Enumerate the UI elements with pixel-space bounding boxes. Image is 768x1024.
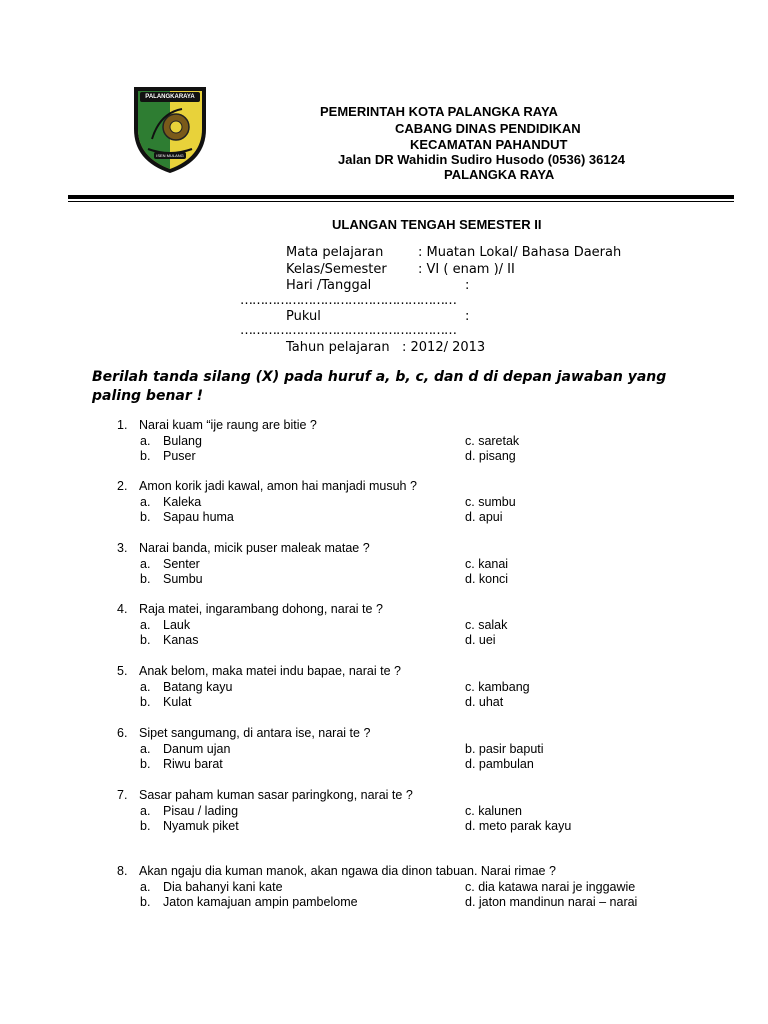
question-2 — [0, 479, 768, 527]
question-stem: Narai kuam “ije raung are bitie ? — [139, 418, 317, 432]
option-b-label: b. — [140, 449, 151, 463]
instructions: Berilah tanda silang (X) pada huruf a, b, c, dan d di depan jawaban yang paling benar ! — [92, 369, 667, 404]
question-stem: Raja matei, ingarambang dohong, narai te ? — [139, 602, 383, 616]
question-number: 5. — [117, 664, 128, 678]
option-c: b. pasir baputi — [465, 742, 544, 756]
option-a-label: a. — [140, 618, 151, 632]
option-d: d. pambulan — [465, 757, 534, 771]
option-c: c. dia katawa narai je inggawie — [465, 880, 636, 894]
option-b-label: b. — [140, 819, 151, 833]
option-b-label: b. — [140, 633, 151, 647]
question-1 — [0, 418, 768, 466]
logo-text-bottom: ISEN MULANG — [156, 153, 184, 158]
option-a-label: a. — [140, 742, 151, 756]
logo-text-top: PALANGKARAYA — [145, 94, 195, 100]
option-d: d. uhat — [465, 695, 504, 709]
question-7 — [0, 788, 768, 836]
letterhead-divider-thick — [68, 195, 734, 199]
letterhead-line-4: Jalan DR Wahidin Sudiro Husodo (0536) 36124 — [338, 152, 626, 167]
question-stem: Narai banda, micik puser maleak matae ? — [139, 541, 370, 555]
option-a: Danum ujan — [163, 742, 231, 756]
question-number: 2. — [117, 479, 128, 493]
question-number: 1. — [117, 418, 128, 432]
option-b: Jaton kamajuan ampin pambelome — [163, 895, 358, 909]
question-number: 8. — [117, 864, 128, 878]
option-d: d. apui — [465, 510, 503, 524]
option-b: Sumbu — [163, 572, 203, 586]
option-d: d. meto parak kayu — [465, 819, 572, 833]
question-6 — [0, 726, 768, 774]
time-colon: : — [465, 309, 470, 324]
option-a: Bulang — [163, 434, 202, 448]
class-value: : VI ( enam )/ II — [418, 262, 515, 277]
option-a: Kaleka — [163, 495, 202, 509]
exam-title: ULANGAN TENGAH SEMESTER II — [332, 217, 542, 232]
date-label: Hari /Tanggal — [286, 278, 372, 293]
option-c: c. kanai — [465, 557, 509, 571]
option-a-label: a. — [140, 880, 151, 894]
option-a-label: a. — [140, 557, 151, 571]
question-number: 6. — [117, 726, 128, 740]
option-b: Nyamuk piket — [163, 819, 239, 833]
question-stem: Anak belom, maka matei indu bapae, narai te ? — [139, 664, 401, 678]
subject-label: Mata pelajaran — [286, 245, 384, 260]
question-3 — [0, 541, 768, 589]
option-b-label: b. — [140, 895, 151, 909]
option-c: c. sumbu — [465, 495, 516, 509]
letterhead-line-2: CABANG DINAS PENDIDIKAN — [395, 121, 581, 136]
option-a-label: a. — [140, 680, 151, 694]
option-a: Batang kayu — [163, 680, 233, 694]
question-number: 4. — [117, 602, 128, 616]
option-c: c. kambang — [465, 680, 530, 694]
option-b: Kanas — [163, 633, 199, 647]
letterhead-line-3: KECAMATAN PAHANDUT — [410, 137, 568, 152]
option-a: Lauk — [163, 618, 191, 632]
option-b-label: b. — [140, 510, 151, 524]
option-c: c. kalunen — [465, 804, 522, 818]
option-d: d. uei — [465, 633, 496, 647]
option-b-label: b. — [140, 757, 151, 771]
letterhead-divider-thin — [68, 201, 734, 202]
option-b: Sapau huma — [163, 510, 234, 524]
option-a-label: a. — [140, 804, 151, 818]
question-stem: Akan ngaju dia kuman manok, akan ngawa dia dinon tabuan. Narai rimae ? — [139, 864, 556, 878]
question-stem: Amon korik jadi kawal, amon hai manjadi musuh ? — [139, 479, 417, 493]
option-a-label: a. — [140, 495, 151, 509]
letterhead-line-5: PALANGKA RAYA — [444, 167, 555, 182]
time-label: Pukul — [286, 309, 321, 324]
option-c: c. saretak — [465, 434, 520, 448]
option-b: Kulat — [163, 695, 192, 709]
option-b-label: b. — [140, 695, 151, 709]
option-a: Pisau / lading — [163, 804, 239, 818]
year-value: : 2012/ 2013 — [402, 340, 486, 355]
option-d: d. konci — [465, 572, 509, 586]
option-c: c. salak — [465, 618, 508, 632]
question-5 — [0, 664, 768, 712]
option-b: Riwu barat — [163, 757, 223, 771]
option-b: Puser — [163, 449, 196, 463]
option-a-label: a. — [140, 434, 151, 448]
option-d: d. pisang — [465, 449, 516, 463]
option-b-label: b. — [140, 572, 151, 586]
class-label: Kelas/Semester — [286, 262, 387, 277]
time-fill-line: ……………………………………………… — [240, 323, 456, 338]
question-8 — [0, 864, 768, 912]
question-4 — [0, 602, 768, 650]
option-d: d. jaton mandinun narai – narai — [465, 895, 638, 909]
question-stem: Sipet sangumang, di antara ise, narai te ? — [139, 726, 371, 740]
question-number: 7. — [117, 788, 128, 802]
question-stem: Sasar paham kuman sasar paringkong, narai te ? — [139, 788, 413, 802]
year-label: Tahun pelajaran — [286, 340, 390, 355]
letterhead-line-1: PEMERINTAH KOTA PALANGKA RAYA — [320, 104, 558, 119]
city-logo — [130, 83, 210, 175]
option-a: Senter — [163, 557, 200, 571]
subject-value: : Muatan Lokal/ Bahasa Daerah — [418, 245, 622, 260]
date-colon: : — [465, 278, 470, 293]
date-fill-line: ……………………………………………… — [240, 293, 456, 308]
option-a: Dia bahanyi kani kate — [163, 880, 283, 894]
question-number: 3. — [117, 541, 128, 555]
